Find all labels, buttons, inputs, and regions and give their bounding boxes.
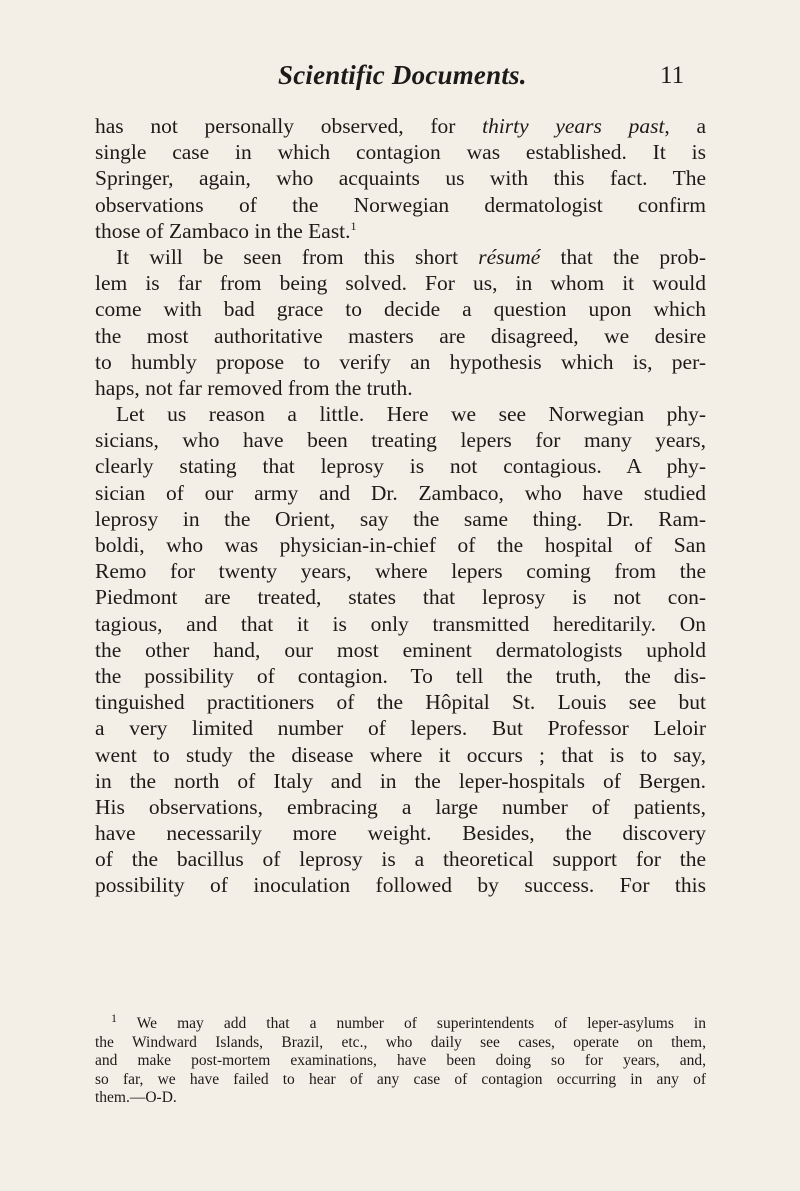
running-head (0, 60, 800, 100)
footnote-line: so far, we have failed to hear of any case of contagion occurring in any of (95, 1070, 706, 1088)
text-line: a very limited number of lepers. But Professor Leloir (95, 716, 706, 741)
text-line: clearly stating that leprosy is not contagious. A phy- (95, 454, 706, 479)
footnote-reference: 1 (350, 218, 357, 233)
text-line (95, 218, 706, 244)
text-line: Let us reason a little. Here we see Norwegian phy- (116, 402, 706, 427)
text-line: have necessarily more weight. Besides, the discovery (95, 821, 706, 846)
text-line: Piedmont are treated, states that leprosy is not con- (95, 585, 706, 610)
footnote-marker: 1 (111, 1010, 117, 1025)
text-line: It will be seen from this short résumé that the prob- (116, 244, 706, 269)
text-line: the most authoritative masters are disagreed, we desire (95, 323, 706, 348)
text-line: went to study the disease where it occurs ; that is to say, (95, 742, 706, 767)
text-line: sician of our army and Dr. Zambaco, who have studied (95, 480, 706, 505)
footnote-text: We may add that a number of superintendents of leper-asylums in (136, 1015, 706, 1032)
text-line: come with bad grace to decide a question upon which (95, 297, 706, 322)
page-number: 11 (660, 62, 685, 89)
text-line: sicians, who have been treating lepers for many years, (95, 428, 706, 453)
body-text (95, 113, 706, 899)
text-line: tinguished practitioners of the Hôpital St. Louis see but (95, 690, 706, 715)
text-line: single case in which contagion was established. It is (95, 140, 706, 165)
footnote (95, 1010, 706, 1108)
text-line: Springer, again, who acquaints us with this fact. The (95, 166, 706, 191)
text-line: possibility of inoculation followed by success. For this (95, 873, 706, 898)
text-line: of the bacillus of leprosy is a theoretical support for the (95, 847, 706, 872)
text-line: has not personally observed, for thirty years past, a (95, 114, 707, 138)
running-title: Scientific Documents. (278, 60, 527, 90)
text-line: lem is far from being solved. For us, in whom it would (95, 271, 706, 296)
footnote-line: and make post-mortem examinations, have been doing so for years, and, (95, 1052, 706, 1069)
text-line: the other hand, our most eminent dermatologists uphold (95, 637, 706, 662)
text-line: His observations, embracing a large number of patients, (95, 794, 706, 819)
text-line: observations of the Norwegian dermatologist confirm (95, 192, 706, 217)
text-line: to humbly propose to verify an hypothesis which is, per- (95, 349, 706, 374)
text-line: tagious, and that it is only transmitted hereditarily. On (95, 611, 706, 636)
text-line: the possibility of contagion. To tell the truth, the dis- (95, 663, 706, 688)
text-line: boldi, who was physician-in-chief of the hospital of San (95, 533, 706, 557)
text-line: haps, not far removed from the truth. (95, 375, 413, 400)
footnote-line: the Windward Islands, Brazil, etc., who daily see cases, operate on them, (95, 1033, 706, 1051)
text-line: in the north of Italy and in the leper-hospitals of Bergen. (95, 768, 706, 793)
text-line: leprosy in the Orient, say the same thing. Dr. Ram- (95, 506, 706, 531)
text-segment: those of Zambaco in the East. (95, 218, 351, 243)
text-line: Remo for twenty years, where lepers coming from the (95, 559, 706, 584)
footnote-line (95, 1010, 706, 1034)
footnote-line: them.—O-D. (95, 1089, 177, 1106)
